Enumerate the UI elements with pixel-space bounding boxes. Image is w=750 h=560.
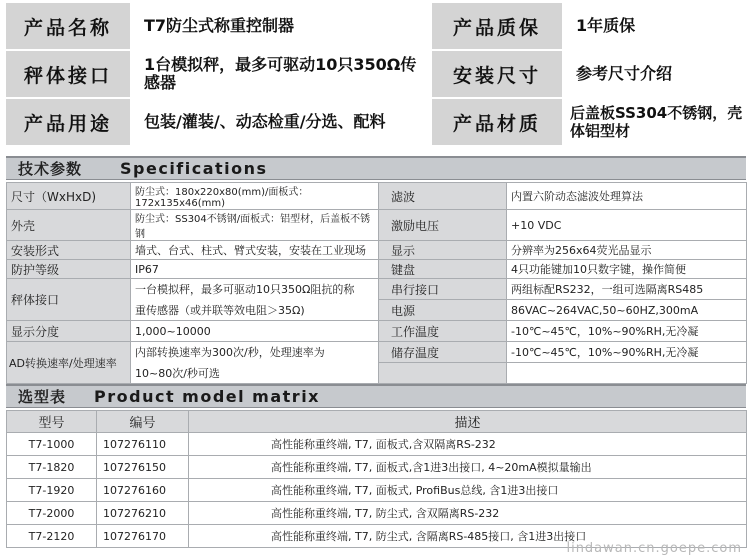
info-row-name bbox=[6, 3, 746, 49]
spec-label: AD转换速率/处理速率 bbox=[7, 342, 131, 384]
spec-value: 分辨率为256x64荧光品显示 bbox=[507, 241, 747, 260]
value-warranty: 1年质保 bbox=[562, 3, 746, 49]
spec-section-header bbox=[6, 156, 746, 180]
spec-value: 10~80次/秒可选 bbox=[131, 363, 379, 384]
spec-label: 储存温度 bbox=[379, 342, 507, 363]
column-header-model: 型号 bbox=[7, 411, 97, 433]
spec-value: -10℃~45℃，10%~90%RH,无冷凝 bbox=[507, 321, 747, 342]
label-scale-interface: 秤体接口 bbox=[6, 51, 130, 97]
model-title-cn: 选型表 bbox=[18, 388, 67, 406]
model-title-en: Product model matrix bbox=[94, 387, 320, 406]
spec-value: 内部转换速率为300次/秒，处理速率为 bbox=[131, 342, 379, 363]
desc-cell: 高性能称重终端, T7, 面板式, ProfiBus总线, 含1进3出接口 bbox=[189, 479, 747, 502]
spec-label: 显示分度 bbox=[7, 321, 131, 342]
label-warranty: 产品质保 bbox=[432, 3, 562, 49]
table-row bbox=[7, 479, 747, 502]
value-usage: 包装/灌装/、动态检重/分选、配料 bbox=[130, 99, 432, 145]
info-row-usage bbox=[6, 99, 746, 145]
spec-label: 尺寸（WxHxD) bbox=[7, 183, 131, 210]
spec-value: +10 VDC bbox=[507, 210, 747, 241]
spec-value: 1,000~10000 bbox=[131, 321, 379, 342]
spec-value: IP67 bbox=[131, 260, 379, 279]
spec-label: 激励电压 bbox=[379, 210, 507, 241]
value-scale-interface: 1台模拟秤，最多可驱动10只350Ω传感器 bbox=[130, 51, 432, 97]
spec-value: 内置六阶动态滤波处理算法 bbox=[507, 183, 747, 210]
spec-value: 两组标配RS232，一组可选隔离RS485 bbox=[507, 279, 747, 300]
spec-value: 墙式、台式、柱式、臂式安装，安装在工业现场 bbox=[131, 241, 379, 260]
spec-label: 显示 bbox=[379, 241, 507, 260]
spec-label: 滤波 bbox=[379, 183, 507, 210]
desc-cell: 高性能称重终端, T7, 防尘式, 含隔离RS-485接口, 含1进3出接口 bbox=[189, 525, 747, 548]
value-product-name: T7防尘式称重控制器 bbox=[130, 3, 432, 49]
spec-row bbox=[7, 321, 747, 342]
model-cell: T7-2000 bbox=[7, 502, 97, 525]
spec-label: 防护等级 bbox=[7, 260, 131, 279]
spec-row bbox=[7, 342, 747, 363]
model-cell: T7-1920 bbox=[7, 479, 97, 502]
label-product-name: 产品名称 bbox=[6, 3, 130, 49]
spec-label: 电源 bbox=[379, 300, 507, 321]
product-info-grid bbox=[6, 3, 746, 147]
desc-cell: 高性能称重终端, T7, 面板式,含双隔离RS-232 bbox=[189, 433, 747, 456]
spec-value: 防尘式：SS304不锈钢/面板式：铝型材，后盖板不锈钢 bbox=[131, 210, 379, 241]
info-row-interface bbox=[6, 51, 746, 97]
desc-cell: 高性能称重终端, T7, 防尘式, 含双隔离RS-232 bbox=[189, 502, 747, 525]
model-cell: T7-1000 bbox=[7, 433, 97, 456]
spec-value: -10℃~45℃，10%~90%RH,无冷凝 bbox=[507, 342, 747, 363]
spec-value: 防尘式：180x220x80(mm)/面板式：172x135x46(mm) bbox=[131, 183, 379, 210]
model-table bbox=[6, 410, 747, 548]
code-cell: 107276210 bbox=[97, 502, 189, 525]
spec-label: 工作温度 bbox=[379, 321, 507, 342]
model-header-row bbox=[7, 411, 747, 433]
value-material: 后盖板SS304不锈钢，壳体铝型材 bbox=[562, 99, 746, 145]
desc-cell: 高性能称重终端, T7, 面板式,含1进3出接口, 4~20mA模拟量输出 bbox=[189, 456, 747, 479]
code-cell: 107276170 bbox=[97, 525, 189, 548]
spec-value: 重传感器（或并联等效电阻＞35Ω) bbox=[131, 300, 379, 321]
code-cell: 107276160 bbox=[97, 479, 189, 502]
label-material: 产品材质 bbox=[432, 99, 562, 145]
code-cell: 107276150 bbox=[97, 456, 189, 479]
spec-row bbox=[7, 260, 747, 279]
column-header-desc: 描述 bbox=[189, 411, 747, 433]
spec-row bbox=[7, 241, 747, 260]
spec-label: 安装形式 bbox=[7, 241, 131, 260]
spec-value: 4只功能键加10只数字键，操作简便 bbox=[507, 260, 747, 279]
code-cell: 107276110 bbox=[97, 433, 189, 456]
spec-title-en: Specifications bbox=[120, 159, 268, 178]
table-row bbox=[7, 433, 747, 456]
label-install-size: 安装尺寸 bbox=[432, 51, 562, 97]
table-row bbox=[7, 456, 747, 479]
spec-label: 外壳 bbox=[7, 210, 131, 241]
spec-row bbox=[7, 279, 747, 300]
spec-row bbox=[7, 210, 747, 241]
spec-title-cn: 技术参数 bbox=[18, 160, 83, 178]
model-cell: T7-1820 bbox=[7, 456, 97, 479]
spec-table bbox=[6, 182, 747, 384]
spec-row bbox=[7, 183, 747, 210]
value-install-size: 参考尺寸介绍 bbox=[562, 51, 746, 97]
spec-value-empty bbox=[507, 363, 747, 384]
table-row bbox=[7, 502, 747, 525]
spec-label: 串行接口 bbox=[379, 279, 507, 300]
watermark: lindawan.cn.goepe.com bbox=[566, 541, 742, 556]
model-section-header bbox=[6, 384, 746, 408]
column-header-code: 编号 bbox=[97, 411, 189, 433]
spec-value: 86VAC~264VAC,50~60HZ,300mA bbox=[507, 300, 747, 321]
label-usage: 产品用途 bbox=[6, 99, 130, 145]
spec-label: 键盘 bbox=[379, 260, 507, 279]
spec-value: 一台模拟秤，最多可驱动10只350Ω阻抗的称 bbox=[131, 279, 379, 300]
spec-label: 秤体接口 bbox=[7, 279, 131, 321]
model-cell: T7-2120 bbox=[7, 525, 97, 548]
spec-label-empty bbox=[379, 363, 507, 384]
